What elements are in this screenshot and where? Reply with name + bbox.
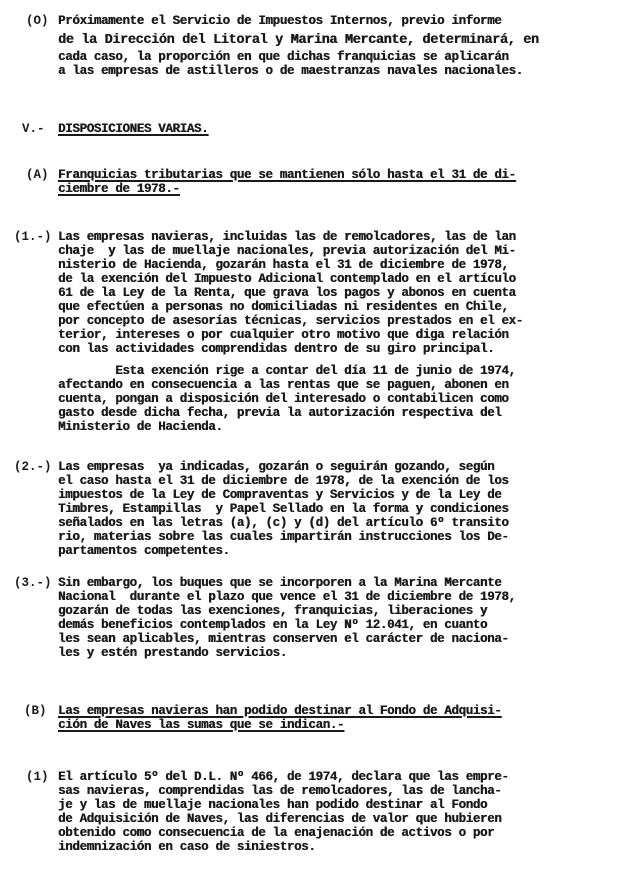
item-1-label: (1.-) (14, 230, 52, 244)
item-2-line: Las empresas ya indicadas, gozarán o seguirán gozando, según (58, 460, 495, 474)
section-b-line: ción de Naves las sumas que se indican.- (58, 718, 345, 732)
item-2-line: Timbres, Estampillas y Papel Sellado en la forma y condiciones (58, 502, 509, 516)
section-a-line: Franquicias tributarias que se mantienen sólo hasta el 31 de di- (58, 168, 516, 182)
item-b1-line: sas navieras, comprendidas las de remolcadores, las de lancha- (58, 784, 502, 798)
item-b1-line: El artículo 5º del D.L. Nº 466, de 1974, declara que las empre- (58, 770, 509, 784)
section-v-title: DISPOSICIONES VARIAS. (58, 122, 209, 136)
item-b1-line: je y las de muellaje nacionales han podido destinar al Fondo (58, 798, 488, 812)
section-o-line: a las empresas de astilleros o de maestranzas navales nacionales. (58, 64, 523, 78)
item-3-line: les y estén prestando servicios. (58, 646, 287, 660)
item-1-line: de la exención del Impuesto Adicional contemplado en el artículo (58, 272, 516, 286)
item-2-line: impuestos de la Ley de Compraventas y Servicios y de la Ley de (58, 488, 502, 502)
item-2-line: partamentos competentes. (58, 544, 230, 558)
item-2-line: señalados en las letras (a), (c) y (d) del artículo 6º transito (58, 516, 509, 530)
section-o-label: (O) (26, 14, 49, 28)
item-b1-line: obtenido como consecuencia de la enajenación de activos o por (58, 826, 495, 840)
item-1-line: 61 de la Ley de la Renta, que grava los pagos y abonos en cuenta (58, 286, 516, 300)
item-1-line: por concepto de asesorías técnicas, servicios prestados en el ex- (58, 314, 523, 328)
section-b-label: (B) (24, 704, 47, 718)
section-a-label: (A) (26, 168, 49, 182)
item-b1-label: (1) (26, 770, 49, 784)
item-2-line: rio, materias sobre las cuales impartirán instrucciones los De- (58, 530, 509, 544)
item-2-label: (2.-) (14, 460, 52, 474)
section-o-line: cada caso, la proporción en que dichas franquicias se aplicarán (58, 50, 509, 64)
item-3-line: gozarán de todas las exenciones, franquicias, liberaciones y (58, 604, 488, 618)
item-3-line: les sean aplicables, mientras conserven el carácter de naciona- (58, 632, 509, 646)
item-2-line: el caso hasta el 31 de diciembre de 1978, de la exención de los (58, 474, 509, 488)
item-1-line: que efectúen a personas no domiciliadas ni residentes en Chile, (58, 300, 509, 314)
item-3-label: (3.-) (14, 576, 52, 590)
item-b1-line: de Adquisición de Naves, las diferencias de valor que hubieren (58, 812, 502, 826)
item-1-para2-line: cuenta, pongan a disposición del interesado o contabilicen como (58, 392, 509, 406)
section-v-label: V.- (22, 122, 45, 136)
item-1-para2-line: Esta exención rige a contar del día 11 de junio de 1974, (58, 364, 516, 378)
section-o-line: Próximamente el Servicio de Impuestos Internos, previo informe (58, 14, 502, 28)
item-1-line: con las actividades comprendidas dentro de su giro principal. (58, 342, 495, 356)
item-3-line: Nacional durante el plazo que vence el 31 de diciembre de 1978, (58, 590, 516, 604)
item-1-para2-line: gasto desde dicha fecha, previa la autorización respectiva del (58, 406, 502, 420)
item-1-para2-line: Ministerio de Hacienda. (58, 420, 223, 434)
item-1-line: nisterio de Hacienda, gozarán hasta el 31 de diciembre de 1978, (58, 258, 509, 272)
item-1-para2-line: afectando en consecuencia a las rentas que se paguen, abonen en (58, 378, 509, 392)
item-b1-line: indemnización en caso de siniestros. (58, 840, 316, 854)
item-3-line: Sin embargo, los buques que se incorporen a la Marina Mercante (58, 576, 502, 590)
item-1-line: Las empresas navieras, incluidas las de remolcadores, las de lan (58, 230, 516, 244)
item-3-line: demás beneficios contemplados en la Ley Nº 12.041, en cuanto (58, 618, 488, 632)
section-a-line: ciembre de 1978.- (58, 182, 180, 196)
section-b-line: Las empresas navieras han podido destinar al Fondo de Adquisi- (58, 704, 502, 718)
section-o-line: de la Dirección del Litoral y Marina Mercante, determinará, en (58, 33, 539, 48)
item-1-line: terior, intereses o por cualquier otro motivo que diga relación (58, 328, 509, 342)
item-1-line: chaje y las de muellaje nacionales, previa autorización del Mi- (58, 244, 516, 258)
